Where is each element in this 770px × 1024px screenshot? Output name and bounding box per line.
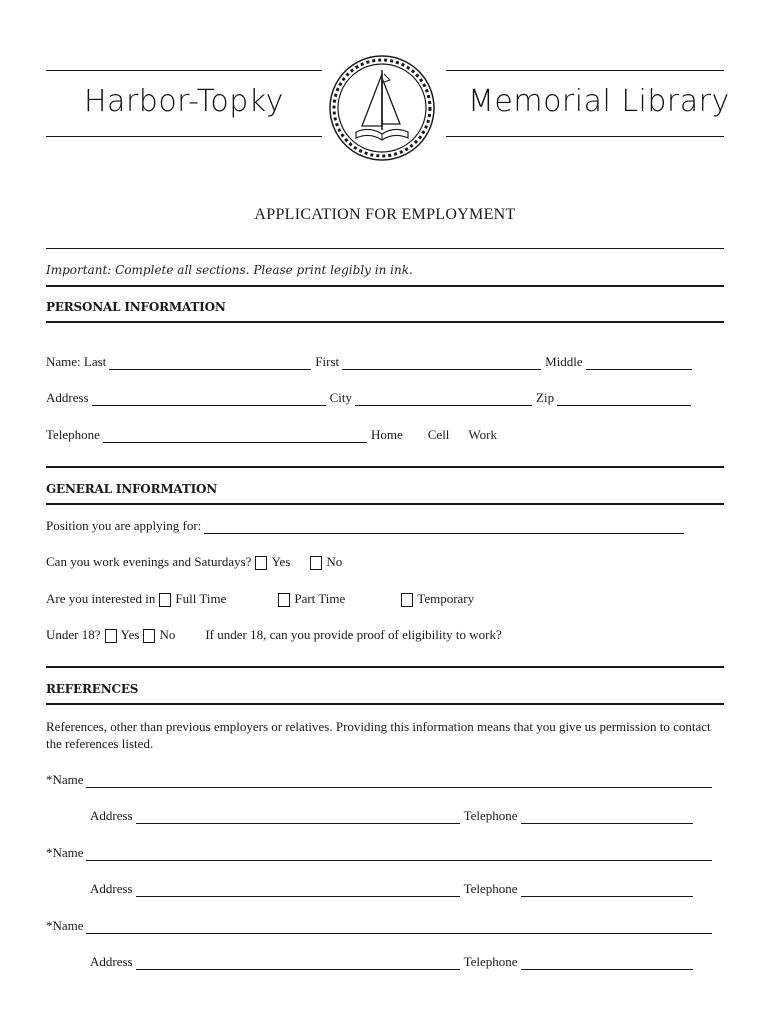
references-rule	[46, 703, 724, 705]
references-intro: References, other than previous employers or relatives. Providing this information means that you give us permission to contact the references listed.	[46, 719, 711, 751]
city-field[interactable]	[355, 392, 532, 406]
references-top-rule	[46, 666, 724, 668]
reference-3-name-label: *Name	[46, 918, 84, 933]
general-top-rule	[46, 466, 724, 468]
home-option[interactable]: Home	[370, 427, 403, 442]
reference-2-address-label: Address	[90, 881, 133, 896]
evenings-yes-label: Yes	[271, 554, 291, 569]
middle-name-field[interactable]	[586, 356, 692, 370]
general-heading: GENERAL INFORMATION	[46, 482, 218, 496]
reference-3-telephone-field[interactable]	[521, 956, 693, 970]
header-rule-bottom-right	[446, 136, 724, 137]
header-rule-top-right	[446, 70, 724, 71]
evenings-question: Can you work evenings and Saturdays?	[46, 554, 252, 569]
interest-row	[46, 591, 474, 607]
under18-no-checkbox[interactable]	[143, 629, 155, 643]
position-field[interactable]	[204, 520, 684, 534]
telephone-field[interactable]	[103, 429, 367, 443]
reference-1-address-field[interactable]	[136, 810, 460, 824]
city-label: City	[329, 390, 353, 405]
reference-3-name-row	[46, 918, 716, 934]
form-title: APPLICATION FOR EMPLOYMENT	[254, 206, 516, 223]
position-label: Position you are applying for:	[46, 518, 202, 533]
reference-2-name-row	[46, 845, 716, 861]
evenings-yes-checkbox[interactable]	[255, 556, 267, 570]
under18-yes-checkbox[interactable]	[105, 629, 117, 643]
header-rule-top-left	[46, 70, 322, 71]
header-rule-bottom-left	[46, 136, 322, 137]
part-time-checkbox[interactable]	[278, 593, 290, 607]
address-field[interactable]	[92, 392, 326, 406]
middle-name-label: Middle	[545, 354, 583, 369]
references-heading: REFERENCES	[46, 682, 139, 696]
name-row	[46, 354, 696, 370]
telephone-row	[46, 427, 500, 443]
evenings-no-label: No	[326, 554, 343, 569]
proof-question: If under 18, can you provide proof of eligibility to work?	[205, 627, 502, 642]
last-name-label: Name: Last	[46, 354, 107, 369]
zip-label: Zip	[536, 390, 555, 405]
reference-2-name-field[interactable]	[86, 847, 712, 861]
cell-option[interactable]: Cell	[427, 427, 450, 442]
library-name-left: Harbor-Topky	[84, 84, 284, 119]
personal-rule	[46, 321, 724, 323]
reference-2-telephone-field[interactable]	[521, 883, 693, 897]
reference-2-contact-row	[90, 881, 697, 897]
first-name-label: First	[315, 354, 340, 369]
under18-row	[46, 627, 502, 643]
reference-2-name-label: *Name	[46, 845, 84, 860]
reference-2-telephone-label: Telephone	[463, 881, 518, 896]
reference-3-contact-row	[90, 954, 697, 970]
address-row	[46, 390, 695, 406]
temporary-label: Temporary	[417, 591, 475, 606]
work-option[interactable]: Work	[468, 427, 497, 442]
telephone-label: Telephone	[46, 427, 100, 442]
personal-heading: PERSONAL INFORMATION	[46, 300, 226, 314]
reference-1-contact-row	[90, 808, 697, 824]
evenings-no-checkbox[interactable]	[310, 556, 322, 570]
reference-1-telephone-field[interactable]	[521, 810, 693, 824]
full-time-label: Full Time	[175, 591, 227, 606]
under18-yes-label: Yes	[120, 627, 140, 642]
reference-1-name-row	[46, 772, 716, 788]
library-seal-logo	[326, 52, 438, 164]
library-name-right: Memorial Library	[468, 84, 730, 119]
temporary-checkbox[interactable]	[401, 593, 413, 607]
address-label: Address	[46, 390, 89, 405]
interest-question: Are you interested in	[46, 591, 156, 606]
title-rule	[46, 248, 724, 249]
general-rule	[46, 503, 724, 505]
last-name-field[interactable]	[109, 356, 311, 370]
reference-2-address-field[interactable]	[136, 883, 460, 897]
first-name-field[interactable]	[342, 356, 541, 370]
under18-no-label: No	[159, 627, 176, 642]
reference-3-address-label: Address	[90, 954, 133, 969]
position-row	[46, 518, 688, 534]
reference-3-address-field[interactable]	[136, 956, 460, 970]
under18-question: Under 18?	[46, 627, 101, 642]
evenings-row	[46, 554, 342, 570]
reference-1-name-field[interactable]	[86, 774, 712, 788]
reference-1-address-label: Address	[90, 808, 133, 823]
reference-3-name-field[interactable]	[86, 920, 712, 934]
part-time-label: Part Time	[294, 591, 346, 606]
reference-3-telephone-label: Telephone	[463, 954, 518, 969]
important-note: Important: Complete all sections. Please print legibly in ink.	[46, 263, 413, 277]
reference-1-name-label: *Name	[46, 772, 84, 787]
reference-1-telephone-label: Telephone	[463, 808, 518, 823]
zip-field[interactable]	[557, 392, 691, 406]
important-rule	[46, 285, 724, 287]
full-time-checkbox[interactable]	[159, 593, 171, 607]
